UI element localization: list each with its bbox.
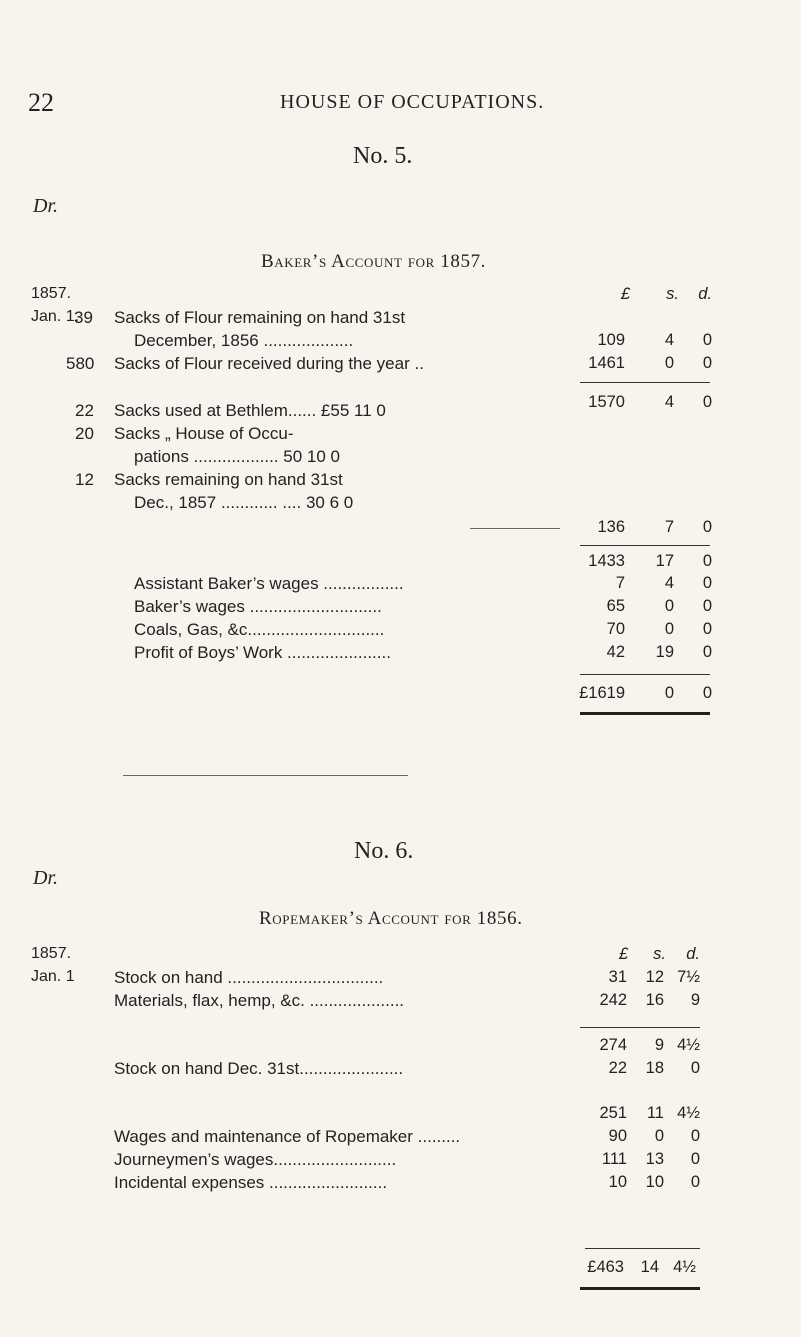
pounds-cell: 7 bbox=[615, 574, 625, 592]
double-rule bbox=[580, 712, 710, 715]
used-qty: 20 bbox=[75, 424, 94, 443]
page-number: 22 bbox=[28, 88, 54, 117]
used-total-pence: 0 bbox=[702, 518, 712, 536]
total-pence: 4½ bbox=[673, 1258, 696, 1276]
pounds-cell: 111 bbox=[601, 1150, 627, 1168]
shillings-cell: 0 bbox=[664, 354, 674, 372]
account-6-number: No. 6. bbox=[354, 838, 414, 864]
pence-cell: 0 bbox=[702, 354, 712, 372]
total-pounds: £463 bbox=[587, 1258, 624, 1276]
shillings-heading: s. bbox=[653, 945, 666, 963]
pence-heading: d. bbox=[698, 285, 712, 303]
account-6-date: Jan. 1 bbox=[31, 968, 75, 985]
account-5-dr: Dr. bbox=[33, 195, 59, 217]
total-pence: 0 bbox=[702, 684, 712, 702]
account-5-year: 1857. bbox=[31, 285, 72, 302]
sum-rule bbox=[580, 382, 710, 383]
pounds-cell: 109 bbox=[597, 331, 625, 349]
total-shillings: 0 bbox=[664, 684, 674, 702]
account-5-title: Baker’s Account for 1857. bbox=[261, 251, 487, 272]
subtotal-pounds: 274 bbox=[599, 1036, 627, 1054]
account-5-number: No. 5. bbox=[353, 143, 413, 169]
shillings-cell: 0 bbox=[664, 597, 674, 615]
shillings-heading: s. bbox=[666, 285, 679, 303]
expense-text: Coals, Gas, &c............................. bbox=[134, 620, 385, 639]
total-shillings: 14 bbox=[640, 1258, 659, 1276]
sum-rule bbox=[580, 545, 710, 546]
expense-text: Baker’s wages ............................ bbox=[134, 597, 382, 616]
shillings-cell: 19 bbox=[655, 643, 674, 661]
pounds-cell: 31 bbox=[608, 968, 627, 986]
subtotal-pounds: 1570 bbox=[588, 393, 625, 411]
line-text: December, 1856 ................... bbox=[134, 331, 354, 350]
account-6-title: Ropemaker’s Account for 1856. bbox=[259, 908, 523, 929]
pounds-heading: £ bbox=[618, 945, 628, 963]
pounds-cell: 70 bbox=[606, 620, 625, 638]
used-qty: 12 bbox=[75, 470, 94, 489]
used-total-shillings: 7 bbox=[664, 518, 674, 536]
pounds-cell: 1461 bbox=[588, 354, 625, 372]
pence-cell: 0 bbox=[690, 1150, 700, 1168]
subtotal-shillings: 4 bbox=[664, 393, 674, 411]
shillings-cell: 0 bbox=[664, 620, 674, 638]
subtotal-pounds: 251 bbox=[599, 1104, 627, 1122]
subtotal-pence: 4½ bbox=[677, 1036, 700, 1054]
pounds-cell: 10 bbox=[608, 1173, 627, 1191]
used-text: Sacks remaining on hand 31st bbox=[114, 470, 343, 489]
running-head: HOUSE OF OCCUPATIONS. bbox=[280, 91, 545, 113]
line-qty: 580 bbox=[66, 354, 95, 373]
pence-cell: 0 bbox=[702, 597, 712, 615]
shillings-cell: 0 bbox=[654, 1127, 664, 1145]
used-text: Sacks used at Bethlem...... £55 11 0 bbox=[114, 401, 386, 420]
pounds-cell: 65 bbox=[606, 597, 625, 615]
used-rule bbox=[470, 528, 560, 529]
subtotal-pence: 0 bbox=[702, 393, 712, 411]
pounds-cell: 22 bbox=[608, 1059, 627, 1077]
shillings-cell: 12 bbox=[645, 968, 664, 986]
pence-cell: 0 bbox=[690, 1173, 700, 1191]
used-text: pations .................. 50 10 0 bbox=[134, 447, 341, 466]
expense-text: Incidental expenses ......................... bbox=[114, 1173, 388, 1192]
pence-cell: 0 bbox=[690, 1059, 700, 1077]
line-text: Sacks of Flour received during the year .. bbox=[114, 354, 424, 373]
account-5-date: Jan. 1. bbox=[31, 308, 80, 325]
pence-cell: 0 bbox=[702, 620, 712, 638]
subtotal-shillings: 11 bbox=[646, 1104, 664, 1122]
expense-text: Profit of Boys’ Work ...................... bbox=[134, 643, 391, 662]
pence-cell: 0 bbox=[702, 331, 712, 349]
line-text: Stock on hand ................................. bbox=[114, 968, 384, 987]
subtotal-pounds: 1433 bbox=[588, 552, 625, 570]
subtotal-pence: 4½ bbox=[677, 1104, 700, 1122]
line-text: Materials, flax, hemp, &c. .................... bbox=[114, 991, 405, 1010]
shillings-cell: 16 bbox=[645, 991, 664, 1009]
total-pounds: £1619 bbox=[579, 684, 625, 702]
line-text: Stock on hand Dec. 31st...................... bbox=[114, 1059, 404, 1078]
pence-heading: d. bbox=[686, 945, 700, 963]
sum-rule bbox=[580, 674, 710, 675]
pence-cell: 9 bbox=[690, 991, 700, 1009]
pence-cell: 7½ bbox=[677, 968, 700, 986]
used-text: Sacks „ House of Occu- bbox=[114, 424, 294, 443]
pence-cell: 0 bbox=[702, 574, 712, 592]
shillings-cell: 18 bbox=[645, 1059, 664, 1077]
subtotal-shillings: 17 bbox=[655, 552, 674, 570]
pounds-heading: £ bbox=[620, 285, 630, 303]
used-qty: 22 bbox=[75, 401, 94, 420]
pence-cell: 0 bbox=[702, 643, 712, 661]
shillings-cell: 4 bbox=[664, 574, 674, 592]
subtotal-shillings: 9 bbox=[654, 1036, 664, 1054]
pounds-cell: 90 bbox=[608, 1127, 627, 1145]
sum-rule bbox=[585, 1248, 700, 1249]
expense-text: Journeymen’s wages.......................... bbox=[114, 1150, 397, 1169]
expense-text: Assistant Baker’s wages ................. bbox=[134, 574, 404, 593]
account-6-year: 1857. bbox=[31, 945, 72, 962]
account-6-dr: Dr. bbox=[33, 867, 59, 889]
line-text: Sacks of Flour remaining on hand 31st bbox=[114, 308, 406, 327]
sum-rule bbox=[580, 1027, 700, 1028]
section-divider bbox=[123, 775, 408, 776]
shillings-cell: 4 bbox=[664, 331, 674, 349]
double-rule bbox=[580, 1287, 700, 1290]
used-text: Dec., 1857 ............ .... 30 6 0 bbox=[134, 493, 354, 512]
line-qty: 39 bbox=[74, 308, 93, 327]
pounds-cell: 242 bbox=[599, 991, 627, 1009]
shillings-cell: 10 bbox=[645, 1173, 664, 1191]
pounds-cell: 42 bbox=[606, 643, 625, 661]
subtotal-pence: 0 bbox=[702, 552, 712, 570]
shillings-cell: 13 bbox=[645, 1150, 664, 1168]
expense-text: Wages and maintenance of Ropemaker ......... bbox=[114, 1127, 461, 1146]
used-total-pounds: 136 bbox=[597, 518, 625, 536]
pence-cell: 0 bbox=[690, 1127, 700, 1145]
